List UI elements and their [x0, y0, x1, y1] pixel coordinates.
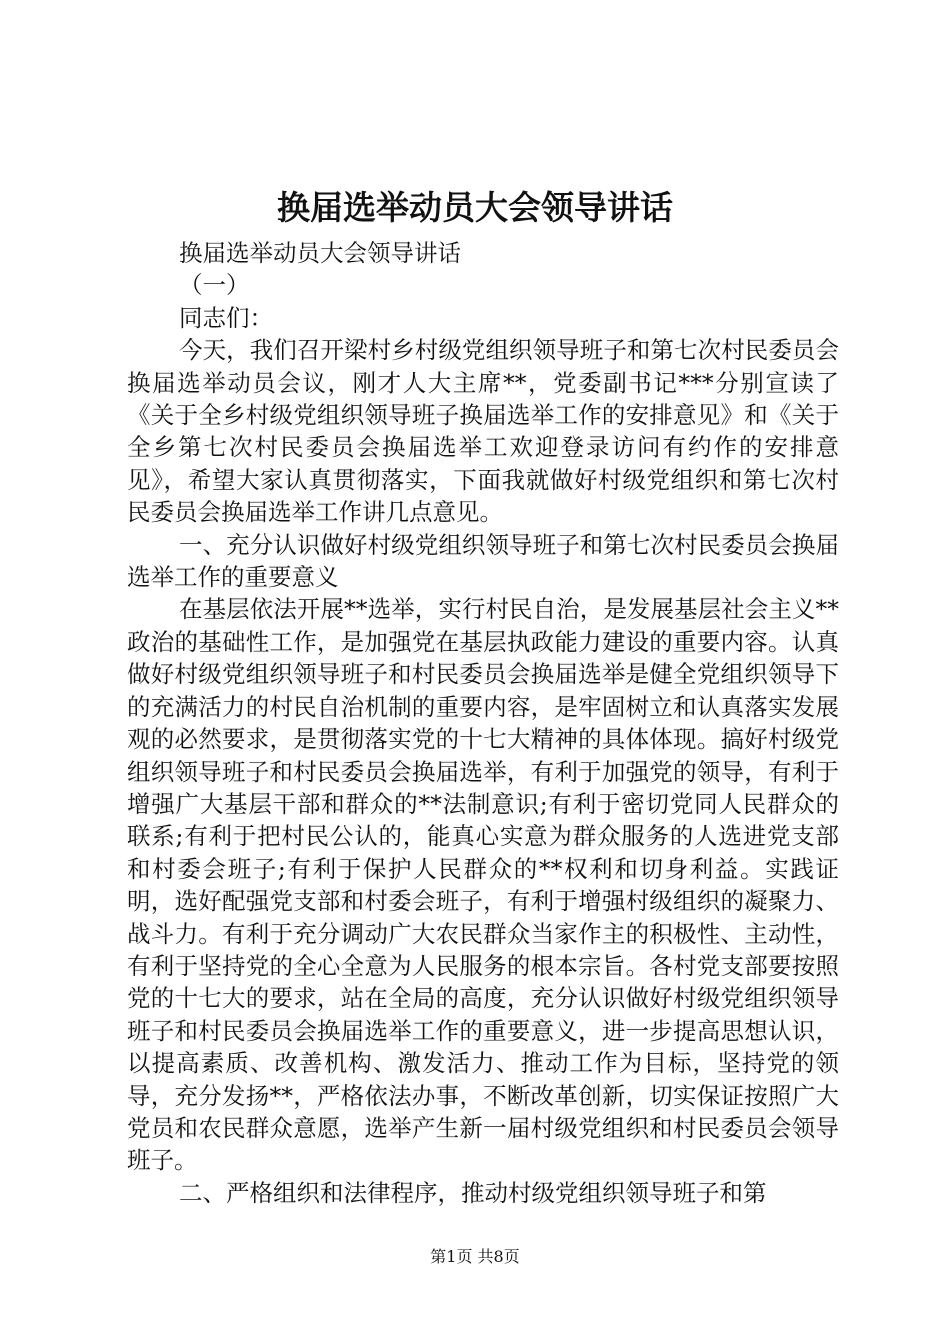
heading-paragraph-1: 一、充分认识做好村级党组织领导班子和第七次村民委员会换届选举工作的重要意义 — [127, 530, 839, 592]
subtitle-paragraph: 换届选举动员大会领导讲话 — [179, 239, 461, 267]
salutation-paragraph: 同志们： — [179, 303, 273, 332]
body-paragraph-1: 在基层依法开展**选举，实行村民自治，是发展基层社会主义**政治的基础性工作，是加强党在基层执政能力建设的重要内容。认真做好村级党组织领导班子和村民委员会换届选举是健全党组织领导下的充满活力的村民自治机制的重要内容，是牢固树立和认真落实发展观的必然要求，是贯彻落实党的十七大精神的具体体现。搞好村级党组织领导班子和村民委员会换届选举，有利于加强党的领导，有利于增强广大基层干部和群众的**法制意识;有利于密切党同人民群众的联系;有利于把村民公认的，能真心实意为群众服务的人选进党支部和村委会班子;有利于保护人民群众的**权利和切身利益。实践证明，选好配强党支部和村委会班子，有利于增强村级组织的凝聚力、战斗力。有利于充分调动广大农民群众当家作主的积极性、主动性，有利于坚持党的全心全意为人民服务的根本宗旨。各村党支部要按照党的十七大的要求，站在全局的高度，充分认识做好村级党组织领导班子和村民委员会换届选举工作的重要意义，进一步提高思想认识，以提高素质、改善机构、激发活力、推动工作为目标，坚持党的领导，充分发扬**，严格依法办事，不断改革创新，切实保证按照广大党员和农民群众意愿，选举产生新一届村级党组织和村民委员会领导班子。 — [127, 595, 839, 1175]
heading-paragraph-2: 二、严格组织和法律程序，推动村级党组织领导班子和第 — [179, 1178, 767, 1207]
intro-paragraph: 今天，我们召开梁村乡村级党组织领导班子和第七次村民委员会换届选举动员会议，刚才人大主席**，党委副书记***分别宣读了《关于全乡村级党组织领导班子换届选举工作的安排意见》和《关于全乡第七次村民委员会换届选举工欢迎登录访问有约作的安排意见》，希望大家认真贯彻落实，下面我就做好村级党组织和第七次村民委员会换届选举工作讲几点意见。 — [127, 336, 839, 527]
document-body — [127, 237, 839, 1209]
document-title: 换届选举动员大会领导讲话 — [277, 188, 673, 227]
section-number-paragraph: （一） — [179, 271, 250, 300]
page-footer: 第1页 共8页 — [430, 1247, 520, 1266]
